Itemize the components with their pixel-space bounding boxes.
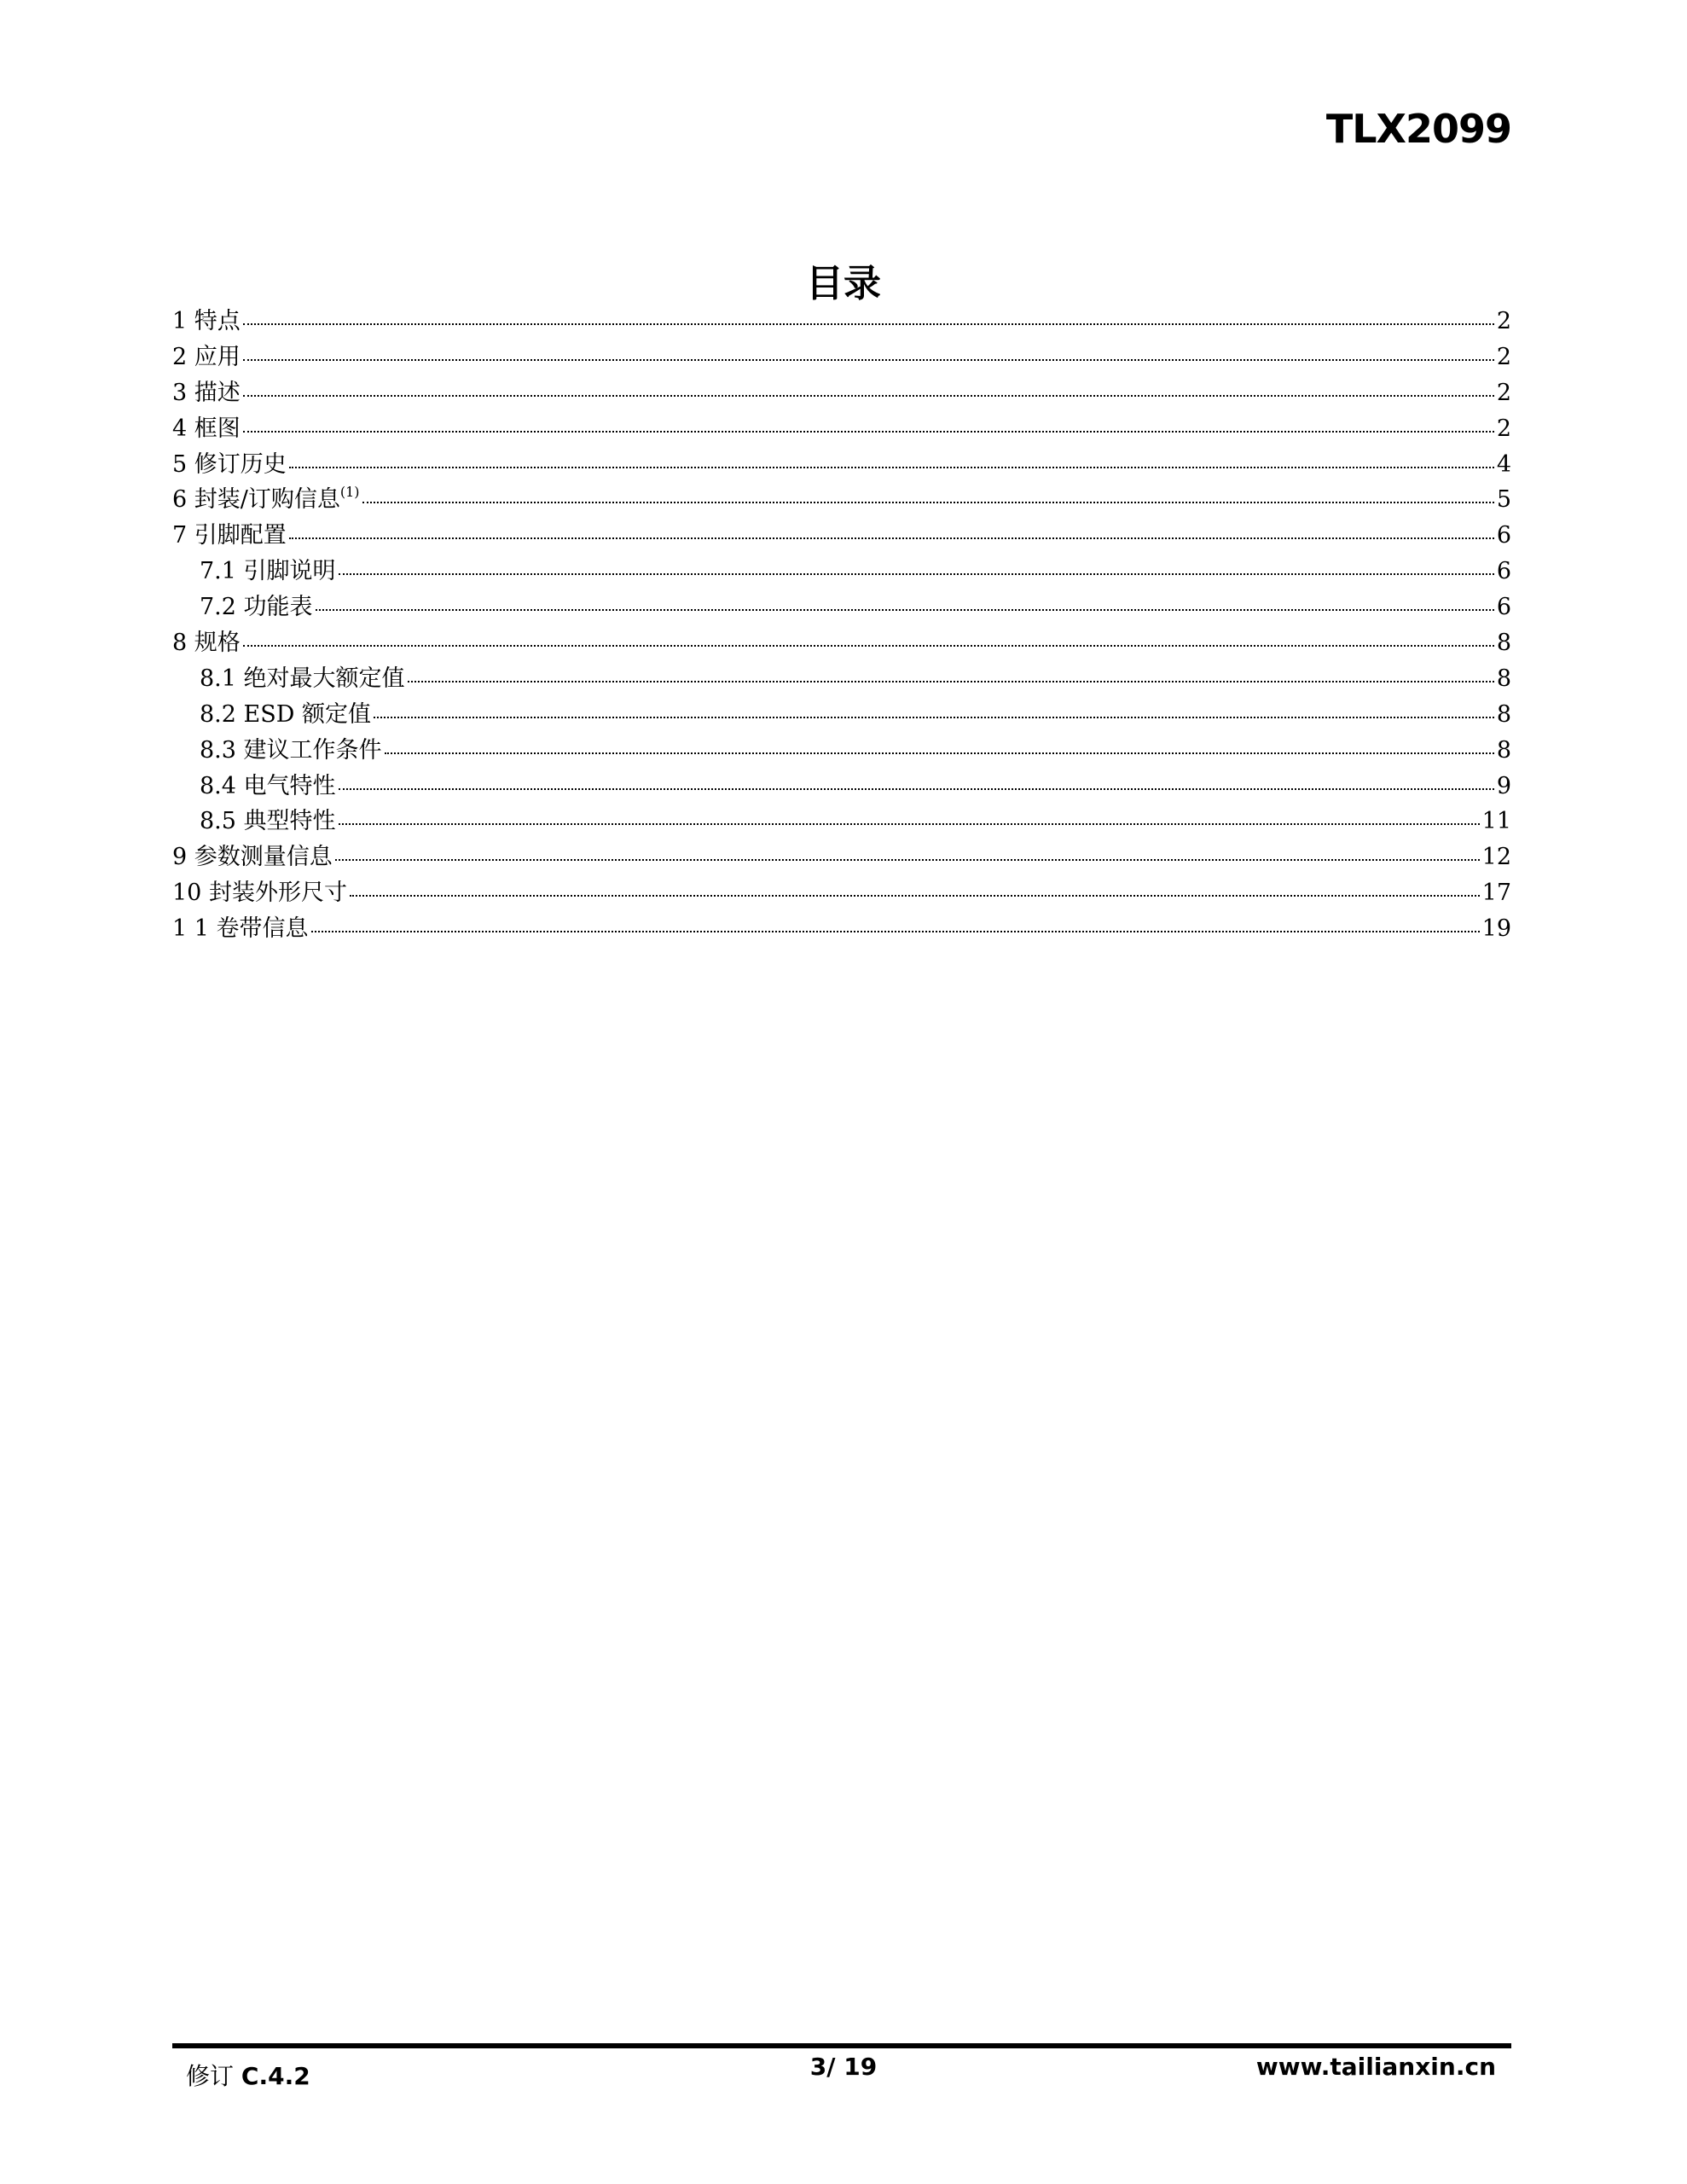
toc-entry[interactable] <box>172 804 1511 839</box>
toc-entry-label-text: 6 封装/订购信息 <box>172 486 340 514</box>
toc-entry-page-number: 11 <box>1481 808 1511 835</box>
toc-entry-label <box>200 733 382 769</box>
toc-entry-label-text: 8.4 电气特性 <box>200 772 336 799</box>
toc-entry[interactable] <box>172 697 1511 733</box>
toc-entry-label-text: 3 描述 <box>172 379 241 406</box>
toc-entry[interactable] <box>172 411 1511 447</box>
toc-entry-label <box>200 554 336 590</box>
toc-entry-label-text: 8.2 ESD 额定值 <box>200 700 371 728</box>
toc-entry-label-text: 1 特点 <box>172 308 241 334</box>
dot-leader <box>335 858 1480 861</box>
dot-leader <box>243 394 1494 397</box>
toc-entry-page-number: 8 <box>1496 700 1511 728</box>
dot-leader <box>289 537 1494 539</box>
revision-prefix: 修订 <box>186 2062 235 2090</box>
website-link[interactable]: www.tailianxin.cn <box>1255 2053 1496 2081</box>
toc-entry-label-text: 8.5 典型特性 <box>200 808 336 835</box>
table-of-contents <box>172 304 1511 947</box>
dot-leader <box>289 466 1494 468</box>
toc-entry[interactable] <box>172 590 1511 625</box>
toc-entry[interactable] <box>172 875 1511 911</box>
toc-entry[interactable] <box>172 375 1511 411</box>
toc-entry-page-number: 8 <box>1496 630 1511 657</box>
dot-leader <box>243 322 1494 325</box>
toc-entry-label <box>172 875 347 911</box>
toc-entry-page-number: 9 <box>1496 772 1511 799</box>
toc-entry-label <box>172 375 241 411</box>
document-code: TLX2099 <box>1325 106 1511 152</box>
toc-entry-label-text: 9 参数测量信息 <box>172 844 333 871</box>
toc-entry[interactable] <box>172 482 1511 518</box>
toc-entry[interactable] <box>172 733 1511 769</box>
toc-entry-label <box>172 447 287 483</box>
dot-leader <box>243 358 1494 361</box>
dot-leader <box>339 787 1494 790</box>
toc-entry-label <box>172 518 287 554</box>
toc-entry-label <box>200 804 336 839</box>
toc-entry-page-number: 17 <box>1481 880 1511 907</box>
toc-entry-label <box>172 839 333 875</box>
toc-entry-page-number: 2 <box>1496 379 1511 406</box>
revision-code: C.4.2 <box>241 2062 310 2090</box>
toc-entry-page-number: 6 <box>1496 522 1511 549</box>
toc-entry-label-text: 2 应用 <box>172 343 241 370</box>
toc-entry-label-text: 4 框图 <box>172 415 241 442</box>
dot-leader <box>339 572 1494 575</box>
toc-entry-label-text: 10 封装外形尺寸 <box>172 880 347 907</box>
dot-leader <box>311 930 1480 932</box>
toc-entry[interactable] <box>172 911 1511 947</box>
toc-entry-label-text: 7.1 引脚说明 <box>200 558 336 585</box>
toc-entry-label <box>172 304 241 340</box>
dot-leader <box>385 752 1494 754</box>
toc-entry-page-number: 2 <box>1496 343 1511 370</box>
toc-entry-label-text: 8.1 绝对最大额定值 <box>200 665 405 692</box>
toc-entry-page-number: 19 <box>1481 915 1511 943</box>
toc-entry-page-number: 8 <box>1496 665 1511 692</box>
toc-entry[interactable] <box>172 769 1511 804</box>
toc-entry-page-number: 12 <box>1481 844 1511 871</box>
toc-entry-label <box>172 625 241 661</box>
toc-entry-page-number: 2 <box>1496 308 1511 334</box>
toc-entry-label <box>200 697 371 733</box>
dot-leader <box>243 644 1494 647</box>
toc-entry-label-text: 8 规格 <box>172 630 241 657</box>
toc-entry[interactable] <box>172 625 1511 661</box>
toc-entry-page-number: 6 <box>1496 594 1511 621</box>
toc-entry[interactable] <box>172 447 1511 483</box>
toc-entry-page-number: 8 <box>1496 736 1511 764</box>
toc-title: 目录 <box>806 262 881 305</box>
dot-leader <box>362 501 1494 503</box>
toc-entry-label-text: 7 引脚配置 <box>172 522 287 549</box>
toc-entry[interactable] <box>172 340 1511 375</box>
toc-entry-label <box>172 911 309 947</box>
toc-entry-page-number: 2 <box>1496 415 1511 442</box>
toc-entry-label <box>200 769 336 804</box>
page-indicator: 3/ 19 <box>809 2053 878 2081</box>
dot-leader <box>339 822 1480 825</box>
toc-entry-label <box>172 340 241 375</box>
footer-divider <box>172 2043 1511 2048</box>
toc-entry-label <box>200 661 405 697</box>
dot-leader <box>350 894 1480 897</box>
toc-entry-label-text: 5 修订历史 <box>172 450 287 478</box>
toc-entry-page-number: 4 <box>1496 450 1511 478</box>
dot-leader <box>374 716 1494 718</box>
toc-entry-label-text: 1 1 卷带信息 <box>172 915 309 943</box>
toc-entry[interactable] <box>172 518 1511 554</box>
dot-leader <box>408 680 1494 682</box>
toc-entry-label <box>172 411 241 447</box>
dot-leader <box>243 430 1494 433</box>
footnote-marker: (1) <box>339 484 360 501</box>
toc-entry[interactable] <box>172 661 1511 697</box>
toc-entry-label <box>200 590 313 625</box>
toc-entry-label-text: 8.3 建议工作条件 <box>200 736 382 764</box>
dot-leader <box>316 608 1494 611</box>
toc-entry-label <box>172 482 360 518</box>
toc-entry[interactable] <box>172 839 1511 875</box>
toc-entry-page-number: 6 <box>1496 558 1511 585</box>
toc-entry[interactable] <box>172 554 1511 590</box>
toc-entry[interactable] <box>172 304 1511 340</box>
toc-entry-label-text: 7.2 功能表 <box>200 594 313 621</box>
toc-entry-page-number: 5 <box>1496 486 1511 514</box>
